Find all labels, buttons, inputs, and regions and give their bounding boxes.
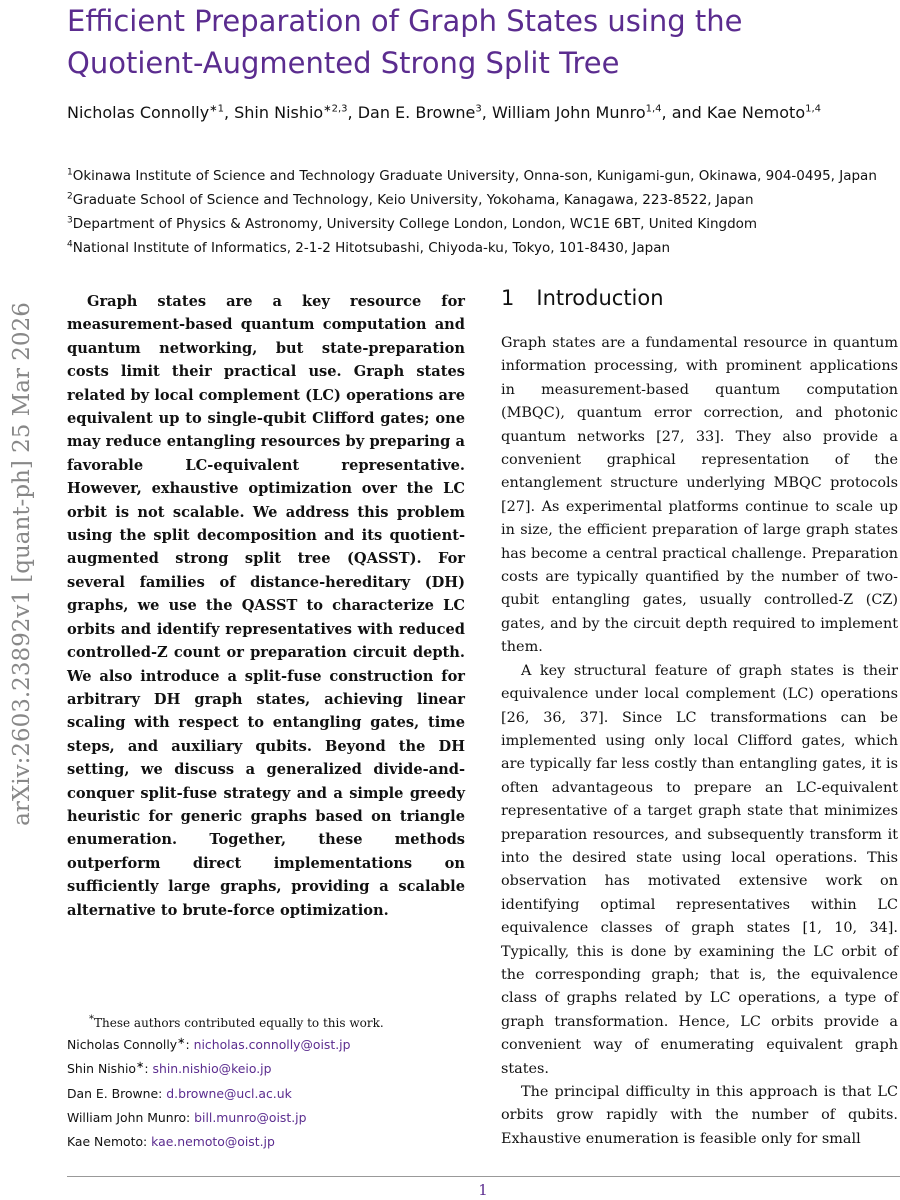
arxiv-identifier: arXiv:2603.23892v1 [quant-ph] 25 Mar 2026 — [9, 302, 35, 826]
section-number: 1 — [501, 286, 515, 310]
affiliation: $^3$Department of Physics & Astronomy, University College London, London, WC1E 6BT, United Kingdom — [67, 215, 758, 232]
paragraph: The principal difficulty in this approach is that LC orbits grow rapidly with the number of qubits. Exhaustive enumeration is feasible only for small — [501, 1084, 898, 1147]
affiliation: $^2$Graduate School of Science and Technology, Keio University, Yokohama, Kanagawa, 223-8522, Japan — [67, 191, 754, 208]
author: Nicholas Connolly$^{∗1}$, — [67, 103, 235, 122]
contact-line: Dan E. Browne: d.browne@ucl.ac.uk — [67, 1085, 292, 1101]
email-link[interactable]: shin.nishio@keio.jp — [152, 1061, 272, 1077]
introduction-body — [501, 332, 898, 1151]
affiliations — [67, 164, 897, 260]
author: Shin Nishio$^{∗2,3}$, — [234, 103, 358, 122]
paper-title: Efficient Preparation of Graph States using the Quotient-Augmented Strong Split Tree — [67, 4, 743, 80]
footer-rule — [67, 1176, 900, 1177]
author: Kae Nemoto$^{1,4}$ — [706, 103, 822, 122]
author-list — [67, 103, 897, 122]
affiliation: $^4$National Institute of Informatics, 2-1-2 Hitotsubashi, Chiyoda-ku, Tokyo, 101-8430, Japan — [67, 239, 671, 256]
page-number: 1 — [478, 1181, 488, 1199]
section-heading — [501, 286, 664, 310]
contact-line: Kae Nemoto: kae.nemoto@oist.jp — [67, 1134, 275, 1150]
contact-line: Shin Nishio∗: shin.nishio@keio.jp — [67, 1060, 272, 1077]
affiliation: $^1$Okinawa Institute of Science and Technology Graduate University, Onna-son, Kunigami-gun, Okinawa, 904-0495, Japan — [67, 167, 877, 184]
author: Dan E. Browne$^3$, — [357, 103, 492, 122]
contact-line: William John Munro: bill.munro@oist.jp — [67, 1109, 307, 1125]
equal-contribution-footnote: *These authors contributed equally to this work. — [89, 1014, 384, 1030]
abstract: Graph states are a key resource for measurement-based quantum computation and quantum networking, but state-preparation costs limit their practical use. Graph states related by local complement (LC) operations are equivalent up to single-qubit Clifford gates; one may reduce entangling resources by preparing a favorable LC-equivalent representative. However, exhaustive optimization over the LC orbit is not scalable. We address this problem using the split decomposition and its quotient-augmented strong split tree (QASST). For several families of distance-hereditary (DH) graphs, we use the QASST to characterize LC orbits and identify representatives with reduced controlled-Z count or preparation circuit depth. We also introduce a split-fuse construction for arbitrary DH graph states, achieving linear scaling with respect to entangling gates, time steps, and auxiliary qubits. Beyond the DH setting, we discuss a generalized divide-and-conquer split-fuse strategy and a simple greedy heuristic for generic graphs based on triangle enumeration. Together, these methods outperform direct implementations on sufficiently large graphs, providing a scalable alternative to brute-force optimization. — [67, 293, 465, 919]
email-link[interactable]: kae.nemoto@oist.jp — [151, 1134, 275, 1150]
author: William John Munro$^{1,4}$, and — [491, 103, 707, 122]
paragraph: A key structural feature of graph states is their equivalence under local complement (LC) operations [26, 36, 37]. Since LC transformations can be implemented using only local Clifford gates, which are typically far less costly than entangling gates, it is often advantageous to prepare an LC-equivalent representative of a target graph state that minimizes preparation resources, and subsequently transform it into the desired state using local operations. This observation has motivated extensive work on identifying optimal representatives within LC equivalence classes of graph states [1, 10, 34]. Typically, this is done by examining the LC orbit of the corresponding graph; that is, the equivalence class of graphs related by LC operations, a type of graph transformation. Hence, LC orbits provide a convenient way of enumerating equivalent graph states. — [501, 662, 898, 1077]
section-title: Introduction — [536, 286, 664, 310]
contact-line: Nicholas Connolly∗: nicholas.connolly@oist.jp — [67, 1035, 351, 1052]
paragraph: Graph states are a fundamental resource in quantum information processing, with prominent applications in measurement-based quantum computation (MBQC), quantum error correction, and photonic quantum networks [27, 33]. They also provide a convenient graphical representation of the entanglement structure underlying MBQC protocols [27]. As experimental platforms continue to scale up in size, the efficient preparation of large graph states has become a central practical challenge. Preparation costs are typically quantified by the number of two-qubit entangling gates, usually controlled-Z (CZ) gates, and by the circuit depth required to implement them. — [501, 335, 898, 656]
email-link[interactable]: d.browne@ucl.ac.uk — [166, 1085, 292, 1101]
email-link[interactable]: bill.munro@oist.jp — [194, 1109, 307, 1125]
author-contacts — [67, 1033, 467, 1154]
email-link[interactable]: nicholas.connolly@oist.jp — [193, 1037, 351, 1052]
